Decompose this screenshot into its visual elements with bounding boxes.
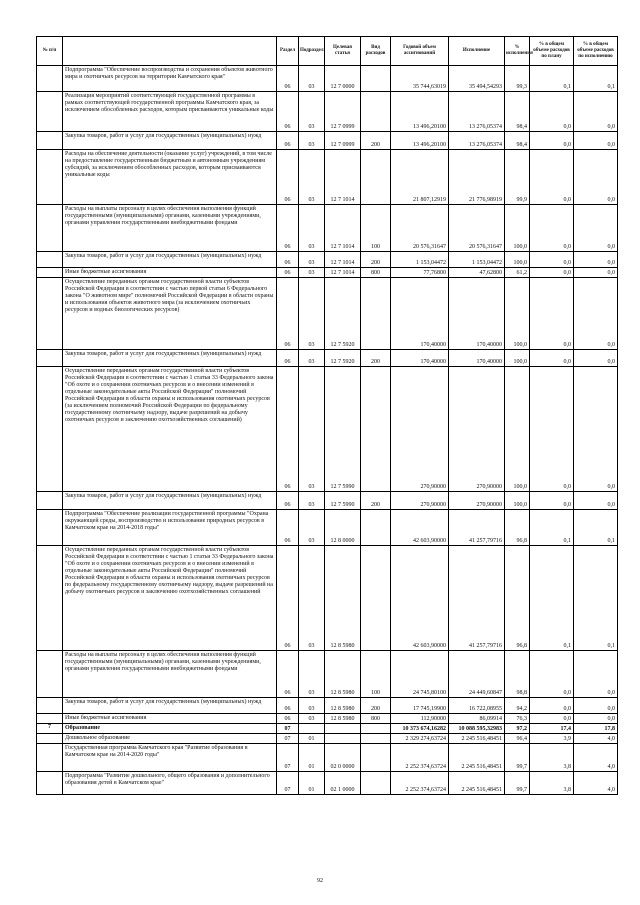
row-podrazdel: 03: [299, 278, 325, 350]
table-row: [37, 714, 618, 724]
row-number: [37, 278, 63, 350]
row-razdel: 06: [277, 278, 299, 350]
row-ispolnenie: 16 722,08955: [449, 698, 505, 714]
table-row: [37, 278, 618, 350]
header-no: № п/п: [37, 37, 63, 66]
row-vid-rasxodov: [361, 724, 391, 734]
row-godovoi-obem: 24 745,80100: [391, 651, 449, 698]
header-celevaya-statya: Целевая статья: [325, 37, 361, 66]
row-pct-ispolneniya: 98,4: [505, 92, 530, 132]
row-godovoi-obem: 270,90000: [391, 367, 449, 492]
row-pct-ispoln: 4,0: [574, 744, 618, 772]
row-celevaya-statya: 12 7 5920: [325, 278, 361, 350]
row-pct-plan: 0,0: [530, 278, 574, 350]
row-pct-ispoln: 0,0: [574, 714, 618, 724]
row-godovoi-obem: 170,40000: [391, 278, 449, 350]
row-podrazdel: 03: [299, 252, 325, 268]
row-podrazdel: 03: [299, 268, 325, 278]
row-podrazdel: 01: [299, 734, 325, 744]
row-pct-plan: 0,0: [530, 367, 574, 492]
row-razdel: 06: [277, 546, 299, 651]
row-ispolnenie: 170,40000: [449, 350, 505, 367]
table-row: [37, 252, 618, 268]
row-celevaya-statya: 12 8 5980: [325, 546, 361, 651]
table-row: [37, 150, 618, 205]
row-vid-rasxodov: [361, 772, 391, 795]
row-pct-ispoln: 4,0: [574, 772, 618, 795]
row-pct-ispolneniya: 98,8: [505, 651, 530, 698]
row-godovoi-obem: 270,90000: [391, 492, 449, 510]
header-razdel: Раздел: [277, 37, 299, 66]
row-ispolnenie: 2 245 516,48451: [449, 772, 505, 795]
row-pct-ispoln: 0,0: [574, 252, 618, 268]
row-number: [37, 150, 63, 205]
row-godovoi-obem: 20 576,31647: [391, 205, 449, 252]
row-podrazdel: 01: [299, 744, 325, 772]
row-pct-ispolneniya: 100,0: [505, 350, 530, 367]
table-row: [37, 367, 618, 492]
row-godovoi-obem: 13 496,20100: [391, 132, 449, 150]
table-row: [37, 734, 618, 744]
row-number: [37, 492, 63, 510]
row-pct-plan: 0,0: [530, 651, 574, 698]
header-ispolnenie: Исполнение: [449, 37, 505, 66]
row-pct-plan: 0,1: [530, 546, 574, 651]
row-ispolnenie: 2 245 516,48451: [449, 744, 505, 772]
row-name: Подпрограмма "Развитие дошкольного, общего образования и дополнительного образования детей в Камчатском крае": [63, 772, 277, 795]
row-number: [37, 205, 63, 252]
row-celevaya-statya: 02 0 0000: [325, 744, 361, 772]
row-razdel: 07: [277, 772, 299, 795]
table-row: [37, 132, 618, 150]
row-celevaya-statya: 12 7 0999: [325, 132, 361, 150]
row-name: Расходы на выплаты персоналу в целях обеспечения выполнения функций государственными (муниципальными) органами, казенными учреждениями, органами управления государственными внебюджетными фондами: [63, 205, 277, 252]
row-name: Осуществление переданных органам государственной власти субъектов Российской Федерации в соответствии с частью 1 статьи 33 Федерального закона "Об охоте и о сохранении охотничьих ресурсов и о внесении изменений в отдельные законодательные акты Российской Федерации" полномочий Российской Федерации в области охраны и использования охотничьих ресурсов (за исключением полномочий Российской Федерации по федеральному государственному охотничьему надзору, выдаче разрешений на добычу охотничьих ресурсов и заключению охотхозяйственных соглашений): [63, 367, 277, 492]
row-razdel: 06: [277, 205, 299, 252]
row-pct-ispoln: 0,0: [574, 698, 618, 714]
page-number: 92: [317, 878, 323, 884]
row-godovoi-obem: 2 252 374,63724: [391, 772, 449, 795]
row-number: [37, 546, 63, 651]
row-celevaya-statya: 12 7 5990: [325, 492, 361, 510]
row-pct-plan: 0,1: [530, 66, 574, 92]
row-number: [37, 132, 63, 150]
row-pct-ispolneniya: 94,2: [505, 698, 530, 714]
row-pct-plan: 0,0: [530, 268, 574, 278]
row-number: [37, 698, 63, 714]
row-celevaya-statya: 12 8 5980: [325, 698, 361, 714]
row-pct-ispolneniya: 96,8: [505, 546, 530, 651]
row-godovoi-obem: 42 603,90000: [391, 510, 449, 546]
row-vid-rasxodov: [361, 278, 391, 350]
row-godovoi-obem: 21 807,12919: [391, 150, 449, 205]
row-godovoi-obem: 112,90000: [391, 714, 449, 724]
row-pct-ispolneniya: 99,9: [505, 150, 530, 205]
row-ispolnenie: 2 245 516,48451: [449, 734, 505, 744]
row-pct-ispoln: 0,1: [574, 66, 618, 92]
row-number: [37, 268, 63, 278]
row-pct-ispolneniya: 100,0: [505, 205, 530, 252]
row-godovoi-obem: 170,40000: [391, 350, 449, 367]
row-ispolnenie: 1 153,04472: [449, 252, 505, 268]
row-ispolnenie: 41 257,79716: [449, 546, 505, 651]
row-ispolnenie: 13 276,05374: [449, 92, 505, 132]
row-vid-rasxodov: 100: [361, 651, 391, 698]
row-ispolnenie: 270,90000: [449, 367, 505, 492]
row-podrazdel: [299, 724, 325, 734]
row-vid-rasxodov: 100: [361, 205, 391, 252]
row-name: Дошкольное образование: [63, 734, 277, 744]
row-celevaya-statya: 12 8 5980: [325, 714, 361, 724]
row-podrazdel: 03: [299, 651, 325, 698]
row-razdel: 06: [277, 510, 299, 546]
table-row: [37, 546, 618, 651]
row-razdel: 06: [277, 714, 299, 724]
row-number: [37, 66, 63, 92]
row-razdel: 06: [277, 66, 299, 92]
row-pct-ispolneniya: 96,4: [505, 734, 530, 744]
row-ispolnenie: 47,62800: [449, 268, 505, 278]
row-razdel: 07: [277, 744, 299, 772]
row-number: [37, 350, 63, 367]
table-row: [37, 492, 618, 510]
row-pct-plan: 0,0: [530, 150, 574, 205]
row-godovoi-obem: 77,76800: [391, 268, 449, 278]
row-ispolnenie: 41 257,79716: [449, 510, 505, 546]
row-name: Расходы на обеспечение деятельности (оказание услуг) учреждений, в том числе на предоставление государственным бюджетным и автономным учреждениям субсидий, за исключением обособленных расходов, которым присваиваются уникальные коды: [63, 150, 277, 205]
row-ispolnenie: 13 276,05374: [449, 132, 505, 150]
row-razdel: 06: [277, 252, 299, 268]
row-podrazdel: 03: [299, 92, 325, 132]
header-vid-rasxodov: Вид расходов: [361, 37, 391, 66]
row-celevaya-statya: 12 7 1014: [325, 205, 361, 252]
table-row: [37, 205, 618, 252]
row-pct-plan: 0,0: [530, 252, 574, 268]
row-godovoi-obem: 42 603,90000: [391, 546, 449, 651]
row-pct-ispoln: 0,1: [574, 510, 618, 546]
row-podrazdel: 03: [299, 132, 325, 150]
row-pct-ispolneniya: 97,2: [505, 724, 530, 734]
row-pct-ispolneniya: 96,8: [505, 510, 530, 546]
row-pct-ispoln: 0,0: [574, 150, 618, 205]
header-pct-ispoln: % в общем объеме расходов по исполнению: [574, 37, 618, 66]
table-header-row: [37, 37, 618, 66]
row-vid-rasxodov: 200: [361, 252, 391, 268]
row-pct-ispoln: 0,0: [574, 651, 618, 698]
row-godovoi-obem: 35 744,63019: [391, 66, 449, 92]
row-podrazdel: 03: [299, 714, 325, 724]
row-pct-ispoln: 0,0: [574, 367, 618, 492]
row-razdel: 06: [277, 651, 299, 698]
row-godovoi-obem: 2 252 374,63724: [391, 744, 449, 772]
row-pct-plan: 3,8: [530, 744, 574, 772]
row-pct-plan: 0,0: [530, 698, 574, 714]
row-name: Закупка товаров, работ и услуг для государственных (муниципальных) нужд: [63, 698, 277, 714]
row-godovoi-obem: 10 373 674,16282: [391, 724, 449, 734]
row-number: [37, 714, 63, 724]
row-pct-ispoln: 0,0: [574, 132, 618, 150]
row-pct-ispoln: 0,0: [574, 350, 618, 367]
row-name: Реализация мероприятий соответствующей государственной программы в рамках соответствующей государственной программы Камчатского края, за исключением обособленных расходов, которым присваиваются уникальные коды: [63, 92, 277, 132]
row-pct-ispolneniya: 99,3: [505, 66, 530, 92]
row-razdel: 06: [277, 132, 299, 150]
row-razdel: 06: [277, 698, 299, 714]
row-vid-rasxodov: 200: [361, 698, 391, 714]
row-podrazdel: 03: [299, 510, 325, 546]
row-number: [37, 651, 63, 698]
row-razdel: 06: [277, 268, 299, 278]
row-celevaya-statya: [325, 724, 361, 734]
row-vid-rasxodov: [361, 744, 391, 772]
row-celevaya-statya: 02 1 0000: [325, 772, 361, 795]
row-pct-plan: 0,0: [530, 132, 574, 150]
row-number: [37, 772, 63, 795]
row-godovoi-obem: 2 329 274,63724: [391, 734, 449, 744]
row-vid-rasxodov: [361, 150, 391, 205]
row-name: Закупка товаров, работ и услуг для государственных (муниципальных) нужд: [63, 492, 277, 510]
row-name: Иные бюджетные ассигнования: [63, 714, 277, 724]
row-razdel: 06: [277, 150, 299, 205]
row-name: Осуществление переданных органам государственной власти субъектов Российской Федерации в соответствии с частью 1 статьи 33 Федерального закона "Об охоте и о сохранении охотничьих ресурсов и о внесении изменений в отдельные законодательные акты Российской Федерации" полномочий Российской Федерации в области охраны и использования охотничьих ресурсов по федеральному государственному охотничьему надзору, выдаче разрешений на добычу охотничьих ресурсов и заключению охотхозяйственных соглашений: [63, 546, 277, 651]
row-pct-ispoln: 0,1: [574, 546, 618, 651]
row-pct-ispolneniya: 61,2: [505, 268, 530, 278]
row-number: [37, 252, 63, 268]
row-podrazdel: 03: [299, 350, 325, 367]
row-vid-rasxodov: 200: [361, 132, 391, 150]
row-vid-rasxodov: [361, 510, 391, 546]
row-pct-ispolneniya: 99,7: [505, 744, 530, 772]
row-name: Государственная программа Камчатского края "Развитие образования в Камчатском крае на 2014-2020 годы": [63, 744, 277, 772]
row-razdel: 06: [277, 492, 299, 510]
row-pct-ispoln: 0,0: [574, 492, 618, 510]
row-godovoi-obem: 17 745,19900: [391, 698, 449, 714]
table-row: [37, 772, 618, 795]
row-pct-ispoln: 0,0: [574, 278, 618, 350]
table-row: [37, 744, 618, 772]
row-pct-plan: 0,0: [530, 714, 574, 724]
row-pct-plan: 17,4: [530, 724, 574, 734]
row-pct-ispoln: 17,8: [574, 724, 618, 734]
row-godovoi-obem: 1 153,04472: [391, 252, 449, 268]
row-podrazdel: 03: [299, 698, 325, 714]
row-celevaya-statya: [325, 734, 361, 744]
row-ispolnenie: 86,09914: [449, 714, 505, 724]
row-podrazdel: 03: [299, 492, 325, 510]
row-name: Иные бюджетные ассигнования: [63, 268, 277, 278]
row-razdel: 06: [277, 350, 299, 367]
row-vid-rasxodov: [361, 734, 391, 744]
row-name: Образование: [63, 724, 277, 734]
table-row: [37, 651, 618, 698]
row-vid-rasxodov: 800: [361, 268, 391, 278]
row-ispolnenie: 270,90000: [449, 492, 505, 510]
row-razdel: 07: [277, 724, 299, 734]
budget-table-sheet: [36, 36, 617, 795]
row-razdel: 06: [277, 92, 299, 132]
row-pct-ispolneniya: 98,4: [505, 132, 530, 150]
table-row: [37, 698, 618, 714]
table-row: [37, 92, 618, 132]
row-name: Подпрограмма "Обеспечение воспроизводства и сохранения объектов животного мира и охотничьих ресурсов на территории Камчатского края": [63, 66, 277, 92]
row-number: [37, 510, 63, 546]
row-name: Закупка товаров, работ и услуг для государственных (муниципальных) нужд: [63, 252, 277, 268]
row-pct-ispolneniya: 100,0: [505, 367, 530, 492]
row-vid-rasxodov: 800: [361, 714, 391, 724]
row-number: [37, 367, 63, 492]
table-row: [37, 268, 618, 278]
row-celevaya-statya: 12 7 5920: [325, 350, 361, 367]
row-celevaya-statya: 12 8 0000: [325, 510, 361, 546]
row-number: [37, 744, 63, 772]
row-vid-rasxodov: [361, 66, 391, 92]
row-number: 7: [37, 724, 63, 734]
row-pct-ispolneniya: 100,0: [505, 252, 530, 268]
row-pct-ispoln: 0,0: [574, 205, 618, 252]
table-row: [37, 350, 618, 367]
row-ispolnenie: 20 576,31647: [449, 205, 505, 252]
row-pct-ispolneniya: 99,7: [505, 772, 530, 795]
table-row: [37, 66, 618, 92]
table-row: [37, 510, 618, 546]
header-godovoi-obem: Годовой объем ассигнований: [391, 37, 449, 66]
row-celevaya-statya: 12 7 0999: [325, 92, 361, 132]
row-celevaya-statya: 12 7 1014: [325, 268, 361, 278]
row-vid-rasxodov: [361, 367, 391, 492]
row-ispolnenie: 10 088 595,32983: [449, 724, 505, 734]
row-pct-ispoln: 4,0: [574, 734, 618, 744]
row-podrazdel: 03: [299, 205, 325, 252]
row-vid-rasxodov: 200: [361, 350, 391, 367]
row-ispolnenie: 35 494,54293: [449, 66, 505, 92]
row-pct-ispolneniya: 100,0: [505, 492, 530, 510]
row-pct-plan: 3,9: [530, 734, 574, 744]
row-podrazdel: 03: [299, 66, 325, 92]
row-name: Закупка товаров, работ и услуг для государственных (муниципальных) нужд: [63, 350, 277, 367]
row-podrazdel: 03: [299, 546, 325, 651]
row-razdel: 06: [277, 367, 299, 492]
row-pct-ispolneniya: 100,0: [505, 278, 530, 350]
row-pct-ispolneniya: 76,3: [505, 714, 530, 724]
row-pct-plan: 0,0: [530, 350, 574, 367]
table-body: [37, 66, 618, 795]
header-name: [63, 37, 277, 66]
row-ispolnenie: 21 776,98919: [449, 150, 505, 205]
row-name: Расходы на выплаты персоналу в целях обеспечения выполнения функций государственными (муниципальными) органами, казенными учреждениями, органами управления государственными внебюджетными фондами: [63, 651, 277, 698]
row-celevaya-statya: 12 7 1014: [325, 252, 361, 268]
row-name: Закупка товаров, работ и услуг для государственных (муниципальных) нужд: [63, 132, 277, 150]
table-row: [37, 724, 618, 734]
budget-table: [36, 36, 618, 795]
header-podrazdel: Подраздел: [299, 37, 325, 66]
row-podrazdel: 01: [299, 772, 325, 795]
row-vid-rasxodov: [361, 92, 391, 132]
row-godovoi-obem: 13 496,20100: [391, 92, 449, 132]
row-pct-plan: 3,8: [530, 772, 574, 795]
row-razdel: 07: [277, 734, 299, 744]
row-celevaya-statya: 12 7 1014: [325, 150, 361, 205]
row-pct-ispoln: 0,0: [574, 268, 618, 278]
row-pct-plan: 0,0: [530, 492, 574, 510]
row-name: Осуществление переданных органам государственной власти субъектов Российской Федерации в соответствии с частью первой статьи 6 Федерального закона "О животном мире" полномочий Российской Федерации в области охраны и использования объектов животного мира (за исключением охотничьих ресурсов и водных биологических ресурсов): [63, 278, 277, 350]
row-vid-rasxodov: [361, 546, 391, 651]
row-pct-plan: 0,0: [530, 92, 574, 132]
row-pct-ispoln: 0,0: [574, 92, 618, 132]
row-podrazdel: 03: [299, 367, 325, 492]
row-celevaya-statya: 12 7 0000: [325, 66, 361, 92]
header-pct-plan: % в общем объеме расходов по плану: [530, 37, 574, 66]
row-name: Подпрограмма "Обеспечение реализации государственной программы "Охрана окружающей среды, воспроизводство и использование природных ресурсов в Камчатском крае на 2014-2018 годы": [63, 510, 277, 546]
row-pct-plan: 0,0: [530, 205, 574, 252]
row-number: [37, 92, 63, 132]
row-ispolnenie: 170,40000: [449, 278, 505, 350]
header-pct-ispolneniya: % исполнения: [505, 37, 530, 66]
row-ispolnenie: 24 449,60847: [449, 651, 505, 698]
row-pct-plan: 0,1: [530, 510, 574, 546]
row-number: [37, 734, 63, 744]
row-podrazdel: 03: [299, 150, 325, 205]
row-celevaya-statya: 12 8 5980: [325, 651, 361, 698]
row-vid-rasxodov: 200: [361, 492, 391, 510]
row-celevaya-statya: 12 7 5990: [325, 367, 361, 492]
